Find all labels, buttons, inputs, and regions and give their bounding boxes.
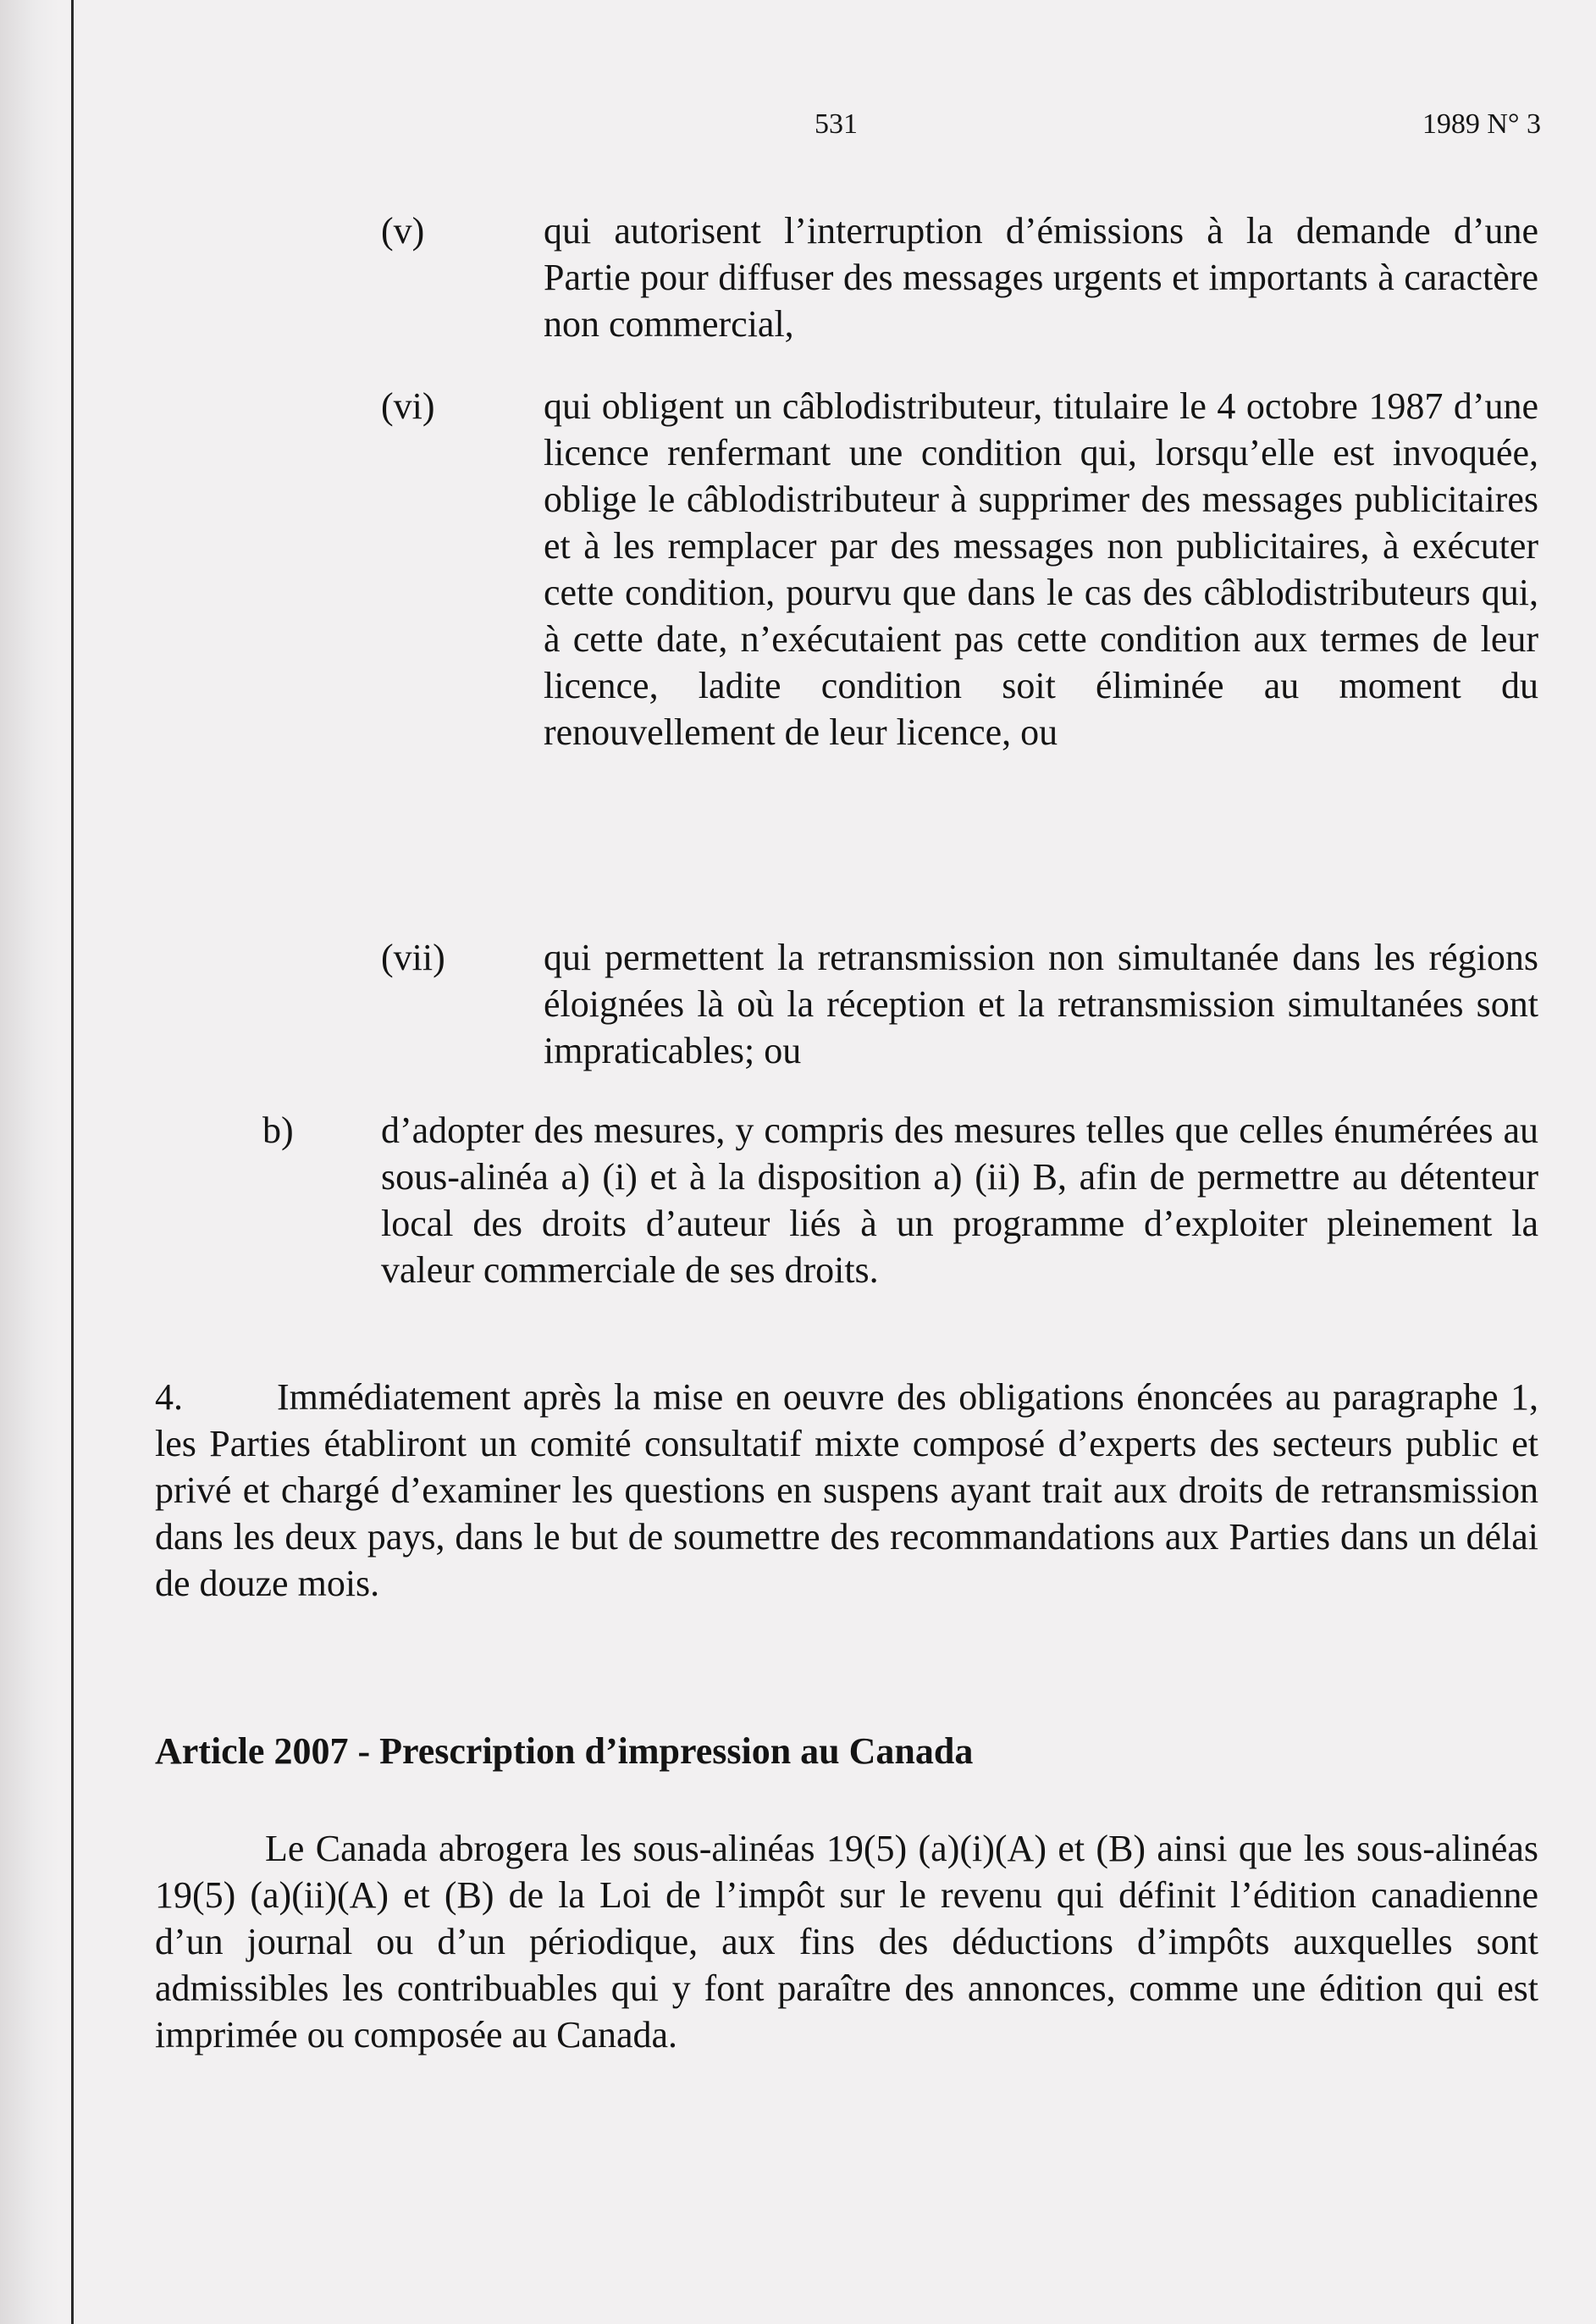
- item-b-marker: b): [262, 1109, 294, 1151]
- page-binding-shadow: [0, 0, 59, 2324]
- binding-line: [71, 0, 74, 2324]
- paragraph-4-text: Immédiatement après la mise en oeuvre des obligations énoncées au paragraphe 1, les Parties établiront un comité consultatif mixte composé d’experts des secteurs public et privé et chargé d’examiner les questions en suspens ayant trait aux droits de retransmission dans les deux pays, dans le but de soumettre des recommandations aux Parties dans un délai de douze mois.: [155, 1376, 1538, 1604]
- page-number: 531: [815, 108, 858, 140]
- journal-reference: 1989 N° 3: [1422, 108, 1541, 140]
- item-vii-marker: (vii): [381, 937, 445, 978]
- item-vii-text: qui permettent la retransmission non simultanée dans les régions éloignées là où la réception et la retransmission simultanées sont impraticables; ou: [544, 937, 1538, 1071]
- item-v-text: qui autorisent l’interruption d’émissions à la demande d’une Partie pour diffuser des messages urgents et importants à caractère non commercial,: [544, 210, 1538, 345]
- article-body: Le Canada abrogera les sous-alinéas 19(5) (a)(i)(A) et (B) ainsi que les sous-alinéas 19(5) (a)(ii)(A) et (B) de la Loi de l’impôt sur le revenu qui définit l’édition canadienne d’un journal ou d’un périodique, aux fins des déductions d’impôts auxquelles sont admissibles les contribuables qui y font paraître des annonces, comme une édition qui est imprimée ou composée au Canada.: [155, 1828, 1538, 2056]
- item-vi-text: qui obligent un câblodistributeur, titulaire le 4 octobre 1987 d’une licence renfermant une condition qui, lorsqu’elle est invoquée, oblige le câblodistributeur à supprimer des messages publicitaires et à les remplacer par des messages non publicitaires, à exécuter cette condition, pourvu que dans le cas des câblodistributeurs qui, à cette date, n’exécutaient pas cette condition aux termes de leur licence, ladite condition soit éliminée au moment du renouvellement de leur licence, ou: [544, 385, 1538, 753]
- item-vi-marker: (vi): [381, 385, 435, 427]
- item-v-marker: (v): [381, 210, 425, 252]
- item-b-text: d’adopter des mesures, y compris des mesures telles que celles énumérées au sous-alinéa a) (i) et à la disposition a) (ii) B, afin de permettre au détenteur local des droits d’auteur liés à un programme d’exploiter pleinement la valeur commerciale de ses droits.: [381, 1109, 1538, 1291]
- article-heading: Article 2007 - Prescription d’impression au Canada: [155, 1730, 974, 1772]
- paragraph-4-number: 4.: [155, 1376, 183, 1418]
